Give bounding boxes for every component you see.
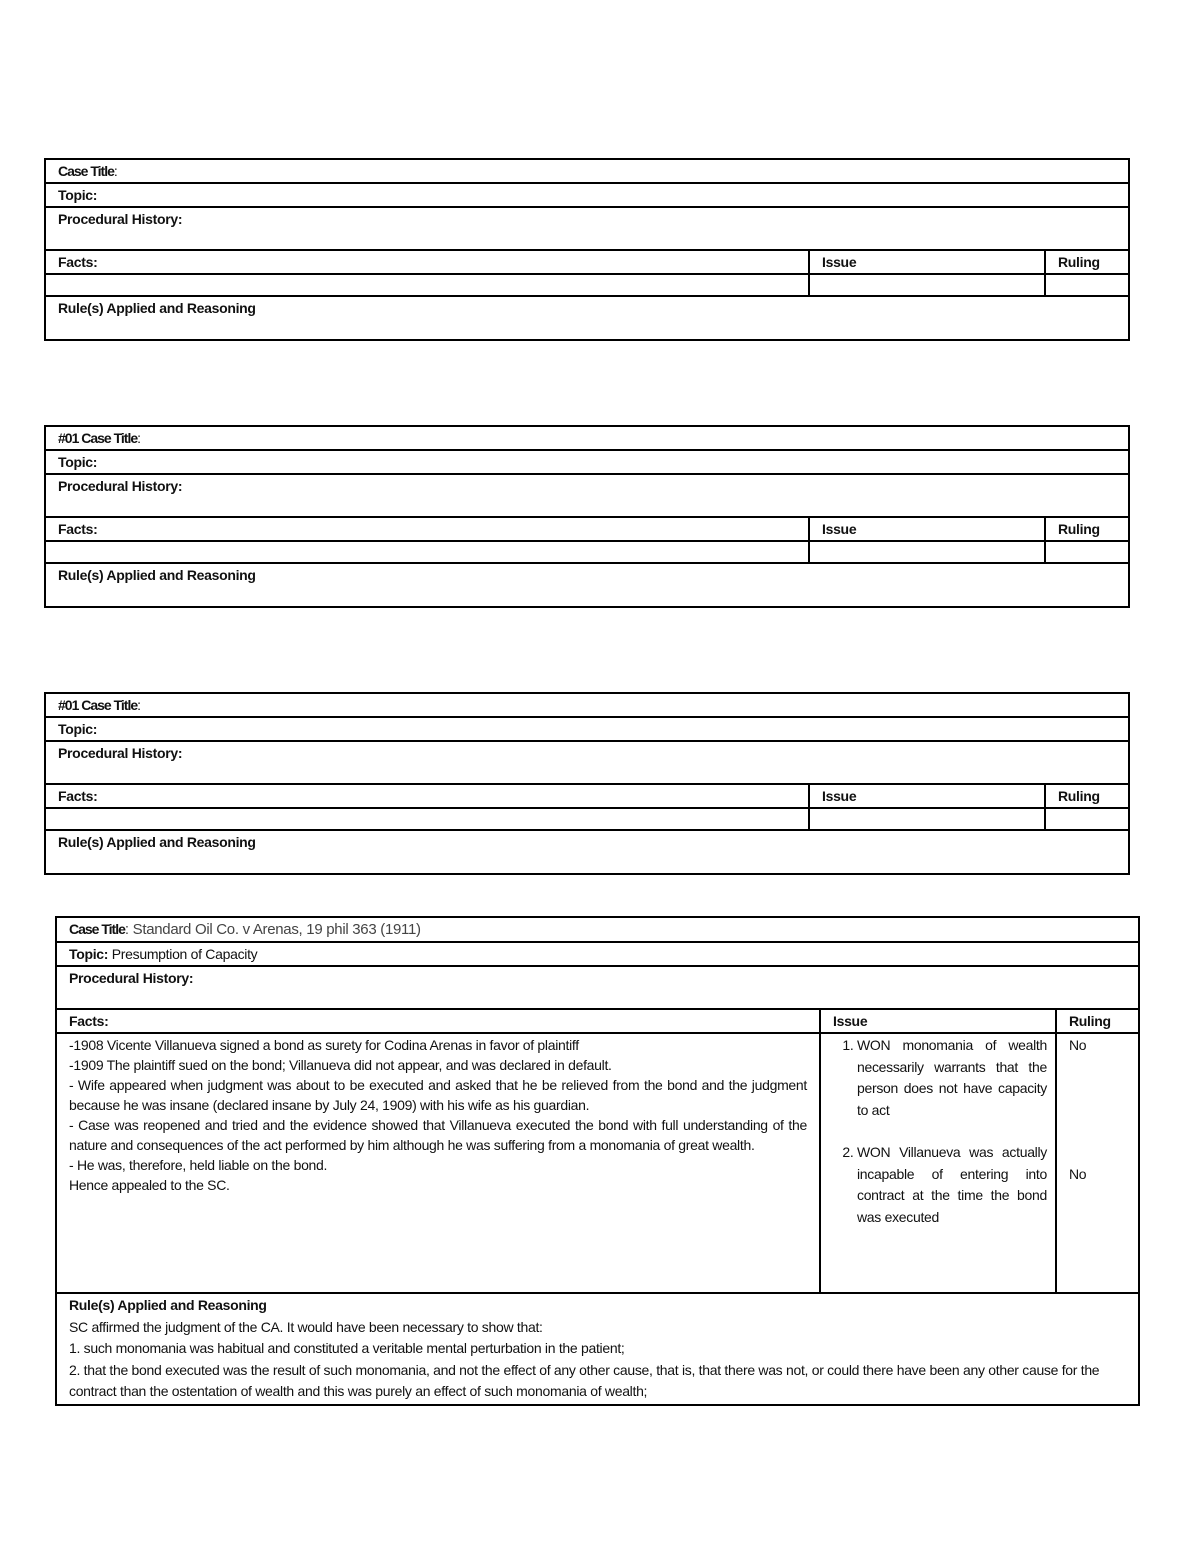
topic-value: Presumption of Capacity bbox=[108, 946, 258, 962]
rule-line: 2. that the bond executed was the result of such monomania, and not the effect of any other cause, that is, that there was not, or could there have been any other cause for the contract than the ostentation of wealth and this was purely an effect of such monomania of wealth; bbox=[69, 1361, 1100, 1400]
issue-item: 2. WON Villanueva was actually incapable of entering into contract at the time the bond was executed bbox=[857, 1142, 1047, 1228]
procedural-row bbox=[56, 966, 1139, 1009]
ruling-item: No bbox=[1069, 1165, 1087, 1182]
issue-header: Issue bbox=[809, 250, 1045, 274]
rule-label: Rule(s) Applied and Reasoning bbox=[45, 563, 1129, 607]
case-title-colon: : bbox=[137, 697, 141, 713]
fact-item: - He was, therefore, held liable on the bond. bbox=[69, 1157, 328, 1173]
issue-item: 1. WON monomania of wealth necessarily warrants that the person does not have capacity to act bbox=[857, 1035, 1047, 1121]
rule-row bbox=[56, 1293, 1139, 1405]
fact-item: - Case was reopened and tried and the evidence showed that Villanueva executed the bond with full understanding of the nature and consequences of the act performed by him although he was suffering from a monomania of great wealth. bbox=[69, 1117, 807, 1153]
fact-item: -1909 The plaintiff sued on the bond; Villanueva did not appear, and was declared in default. bbox=[69, 1057, 612, 1073]
issues-cell bbox=[820, 1033, 1056, 1293]
topic-label: Topic: bbox=[69, 946, 109, 962]
case-template-table bbox=[44, 692, 1130, 875]
issue-cell bbox=[809, 541, 1045, 563]
case-title-colon: : bbox=[137, 430, 141, 446]
ruling-item: No bbox=[1069, 1037, 1087, 1053]
procedural-label: Procedural History: bbox=[45, 741, 1129, 784]
issue-header: Issue bbox=[820, 1009, 1056, 1033]
issue-header: Issue bbox=[809, 517, 1045, 541]
rule-line: SC affirmed the judgment of the CA. It would have been necessary to show that: bbox=[69, 1318, 543, 1335]
procedural-label: Procedural History: bbox=[69, 970, 194, 986]
fact-item: Hence appealed to the SC. bbox=[69, 1177, 230, 1193]
rule-label: Rule(s) Applied and Reasoning bbox=[69, 1297, 267, 1313]
ruling-cell bbox=[1045, 541, 1129, 563]
procedural-label: Procedural History: bbox=[45, 207, 1129, 250]
topic-row bbox=[56, 942, 1139, 966]
fact-item: - Wife appeared when judgment was about to be executed and asked that he be relieved from the bond and the judgment because he was insane (declared insane by July 24, 1909) with his wife as his guardian. bbox=[69, 1077, 807, 1113]
rulings-cell bbox=[1056, 1033, 1139, 1293]
case-title-label: #01 Case Title bbox=[58, 697, 138, 713]
facts-cell bbox=[45, 808, 809, 830]
ruling-cell bbox=[1045, 274, 1129, 296]
fact-item: -1908 Vicente Villanueva signed a bond as surety for Codina Arenas in favor of plaintiff bbox=[69, 1037, 579, 1053]
ruling-header: Ruling bbox=[1045, 784, 1129, 808]
issue-cell bbox=[809, 274, 1045, 296]
rule-label: Rule(s) Applied and Reasoning bbox=[45, 296, 1129, 340]
case-template-table bbox=[44, 158, 1130, 341]
case-title-value: : Standard Oil Co. v Arenas, 19 phil 363 (1911) bbox=[124, 921, 421, 938]
issue-header: Issue bbox=[809, 784, 1045, 808]
issue-cell bbox=[809, 808, 1045, 830]
case-title-row bbox=[45, 426, 1129, 450]
case-title-row bbox=[45, 159, 1129, 183]
rule-label: Rule(s) Applied and Reasoning bbox=[45, 830, 1129, 874]
case-title-label: Case Title bbox=[69, 921, 125, 937]
case-template-table bbox=[44, 425, 1130, 608]
case-title-row bbox=[45, 693, 1129, 717]
case-title-row bbox=[56, 917, 1139, 942]
ruling-header: Ruling bbox=[1045, 517, 1129, 541]
case-title-colon: : bbox=[113, 163, 118, 179]
case-table-standard-oil bbox=[55, 916, 1140, 1406]
ruling-header: Ruling bbox=[1056, 1009, 1139, 1033]
facts-cell bbox=[45, 541, 809, 563]
facts-header: Facts: bbox=[45, 250, 809, 274]
rule-line: 1. such monomania was habitual and constituted a veritable mental perturbation in the patient; bbox=[69, 1340, 625, 1357]
facts-cell bbox=[45, 274, 809, 296]
facts-header: Facts: bbox=[56, 1009, 820, 1033]
topic-label: Topic: bbox=[45, 450, 1129, 474]
facts-header: Facts: bbox=[45, 517, 809, 541]
ruling-cell bbox=[1045, 808, 1129, 830]
ruling-header: Ruling bbox=[1045, 250, 1129, 274]
topic-label: Topic: bbox=[45, 183, 1129, 207]
topic-label: Topic: bbox=[45, 717, 1129, 741]
case-title-label: #01 Case Title bbox=[58, 430, 138, 446]
procedural-label: Procedural History: bbox=[45, 474, 1129, 517]
case-title-label: Case Title bbox=[58, 163, 114, 179]
facts-cell bbox=[56, 1033, 820, 1293]
facts-header: Facts: bbox=[45, 784, 809, 808]
